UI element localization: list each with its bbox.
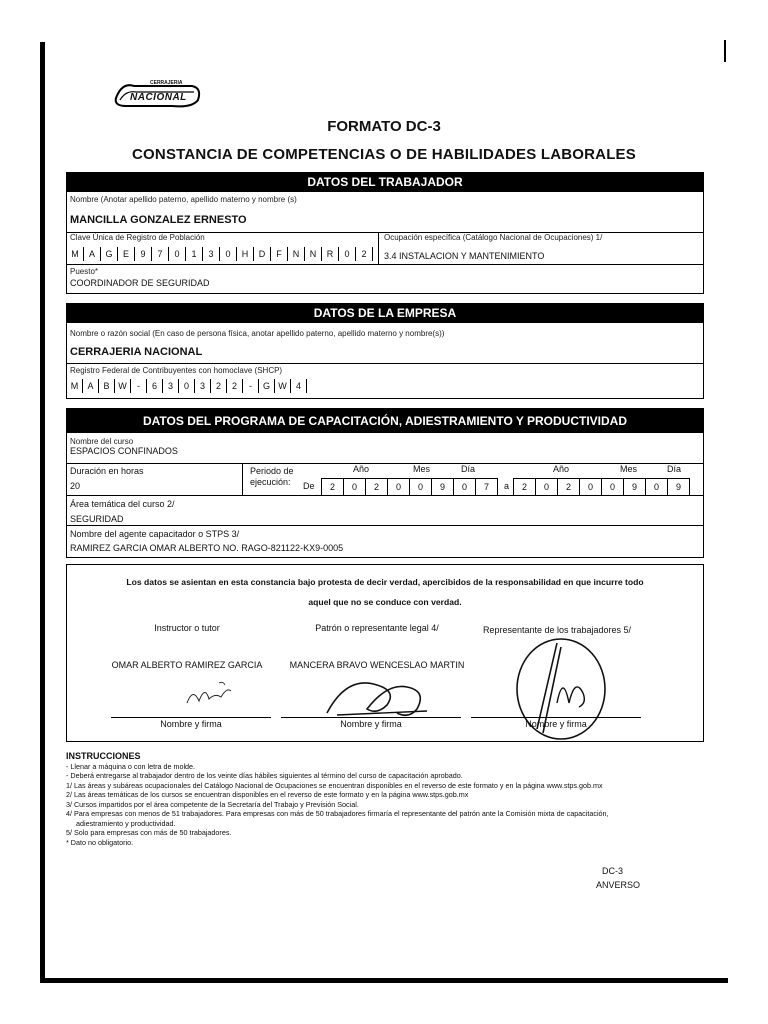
fecha-fin-cells [513, 478, 690, 495]
instrucciones [66, 752, 666, 847]
instr-item: - Deberá entregarse al trabajador dentro de los veinte días hábiles siguientes al término del curso de capacitación aprobado. [66, 771, 463, 780]
firmas-box [66, 564, 704, 742]
curp-cell: 0 [169, 247, 186, 261]
anio-label-inicio: Año [353, 464, 370, 474]
patron-sign-line [281, 717, 461, 718]
agente-value: RAMIREZ GARCIA OMAR ALBERTO NO. RAGO-821122-KX9-0005 [70, 543, 344, 553]
periodo-label-2: ejecución: [250, 477, 291, 487]
fecha-fin-cell: 9 [668, 479, 690, 495]
fecha-inicio-cell: 9 [432, 479, 454, 495]
curp-cell: G [101, 247, 118, 261]
instructor-nombre: OMAR ALBERTO RAMIREZ GARCIA [111, 660, 263, 670]
curp-cell: 0 [220, 247, 237, 261]
fecha-fin-cell: 9 [624, 479, 646, 495]
mes-label-fin: Mes [620, 464, 638, 474]
instr-item: 5/ Solo para empresas con más de 50 trabajadores. [66, 828, 232, 837]
form-subtitle: CONSTANCIA DE COMPETENCIAS O DE HABILIDADES LABORALES [132, 146, 636, 163]
puesto-label: Puesto* [70, 267, 99, 276]
ocupacion-label: Ocupación específica (Catálogo Nacional de Ocupaciones) 1/ [384, 233, 603, 242]
instr-item: - Llenar a máquina o con letra de molde. [66, 761, 196, 771]
instructor-sign-line [111, 717, 271, 718]
representante-nombre-firma: Nombre y firma [525, 719, 587, 729]
fecha-inicio-cell: 7 [476, 479, 498, 495]
curp-cell: 0 [339, 247, 356, 261]
instr-item: * Dato no obligatorio. [66, 837, 134, 847]
instrucciones-title: INSTRUCCIONES [66, 751, 141, 761]
patron-nombre: MANCERA BRAVO WENCESLAO MARTIN [289, 660, 465, 670]
duracion-periodo-row [67, 463, 703, 495]
fecha-fin-cell: 0 [536, 479, 558, 495]
curp-cell: M [67, 247, 84, 261]
instructor-label: Instructor o tutor [154, 623, 220, 633]
rfc-cell: 4 [291, 379, 307, 393]
rfc-row [67, 363, 703, 398]
puesto-value: COORDINADOR DE SEGURIDAD [70, 278, 210, 288]
curp-cell: 3 [203, 247, 220, 261]
curp-cell: D [254, 247, 271, 261]
instructor-nombre-firma: Nombre y firma [160, 719, 222, 729]
rfc-cell: 0 [179, 379, 195, 393]
section-header-empresa: DATOS DE LA EMPRESA [67, 304, 703, 323]
rfc-cell: 3 [195, 379, 211, 393]
rfc-cell: 2 [227, 379, 243, 393]
section-header-programa: DATOS DEL PROGRAMA DE CAPACITACIÓN, ADIESTRAMIENTO Y PRODUCTIVIDAD [67, 409, 703, 433]
fecha-fin-cell: 2 [514, 479, 536, 495]
agente-label: Nombre del agente capacitador o STPS 3/ [70, 529, 240, 539]
curp-cells [67, 247, 378, 261]
curp-cell: H [237, 247, 254, 261]
footer-side: ANVERSO [596, 880, 641, 890]
nombre-trabajador-value: MANCILLA GONZALEZ ERNESTO [70, 214, 247, 226]
curp-cell: 1 [186, 247, 203, 261]
curp-label: Clave Única de Registro de Población [70, 233, 205, 242]
rfc-cell: 6 [147, 379, 163, 393]
logo-text-main: NACIONAL [130, 92, 187, 103]
instr-item: 1/ Las áreas y subáreas ocupacionales del Catálogo Nacional de Ocupaciones se encuentran disponibles en el reverso de este formato y en la página www.stps.gob.mx [66, 780, 603, 790]
representante-sign-line [471, 717, 641, 718]
rfc-cell: - [131, 379, 147, 393]
puesto-row [67, 264, 703, 293]
fecha-fin-cell: 0 [580, 479, 602, 495]
instr-item: adiestramiento y productividad. [66, 818, 176, 828]
periodo-label [247, 466, 307, 488]
rfc-cell: A [83, 379, 99, 393]
section-empresa [66, 303, 704, 399]
section-header-trabajador: DATOS DEL TRABAJADOR [67, 173, 703, 192]
mes-label-inicio: Mes [413, 464, 431, 474]
fecha-inicio-cell: 2 [322, 479, 344, 495]
ocupacion-field [381, 233, 701, 264]
rfc-label: Registro Federal de Contribuyentes con homoclave (SHCP) [70, 366, 283, 375]
rfc-cell: 2 [211, 379, 227, 393]
section-programa [66, 408, 704, 558]
fecha-inicio-cell: 0 [344, 479, 366, 495]
duracion-label: Duración en horas [70, 466, 144, 476]
curp-cell: R [322, 247, 339, 261]
curso-row [67, 433, 703, 463]
curp-cell: E [118, 247, 135, 261]
agente-row [67, 525, 703, 557]
area-value: SEGURIDAD [70, 514, 124, 524]
curp-field [67, 233, 379, 264]
curp-cell: F [271, 247, 288, 261]
declaracion-line-1: Los datos se asientan en esta constancia bajo protesta de decir verdad, apercibidos de la responsabilidad en que incurre todo [126, 577, 644, 587]
instr-item: 4/ Para empresas con menos de 51 trabajadores. Para empresas con más de 50 trabajadores firmaría el representante del patrón ante la Comisión mixta de capacitación, [66, 809, 609, 818]
razon-social-row [67, 323, 703, 363]
fecha-fin-cell: 0 [646, 479, 668, 495]
curp-cell: 9 [135, 247, 152, 261]
instructor-signature [179, 673, 239, 713]
rfc-cell: M [67, 379, 83, 393]
footer-code: DC-3 [602, 866, 624, 876]
area-label: Área temática del curso 2/ [70, 499, 175, 509]
duracion-field [67, 464, 243, 495]
fecha-fin-cell: 2 [558, 479, 580, 495]
fecha-inicio-cell: 0 [388, 479, 410, 495]
curp-ocupacion-row [67, 232, 703, 264]
scan-edge-bottom [40, 978, 728, 983]
nombre-trabajador-row [67, 192, 703, 232]
curp-cell: N [288, 247, 305, 261]
de-label: De [303, 481, 315, 491]
fecha-inicio-cell: 2 [366, 479, 388, 495]
curp-cell: N [305, 247, 322, 261]
logo-text-top: CERRAJERIA [150, 80, 183, 86]
periodo-label-1: Periodo de [250, 466, 294, 476]
rfc-cell: 3 [163, 379, 179, 393]
area-row [67, 495, 703, 525]
dia-label-inicio: Día [461, 464, 476, 474]
form-title: FORMATO DC-3 [327, 118, 441, 135]
patron-label: Patrón o representante legal 4/ [315, 623, 439, 633]
rfc-cells [67, 379, 703, 393]
curp-cell: A [84, 247, 101, 261]
curp-cell: 2 [356, 247, 373, 261]
company-logo [112, 76, 204, 110]
dia-label-fin: Día [667, 464, 682, 474]
fecha-fin-cell: 0 [602, 479, 624, 495]
declaracion-line-2: aquel que no se conduce con verdad. [308, 597, 462, 607]
anio-label-fin: Año [553, 464, 570, 474]
instr-item: 2/ Las áreas temáticas de los cursos se encuentran disponibles en el reverso de este formato y en la página www.stps.gob.mx [66, 790, 469, 799]
rfc-cell: - [243, 379, 259, 393]
rfc-cell: G [259, 379, 275, 393]
curp-cell: 7 [152, 247, 169, 261]
curso-label: Nombre del curso [70, 437, 134, 446]
instr-item: 3/ Cursos impartidos por el área competente de la Secretaría del Trabajo y Previsión Social. [66, 799, 359, 809]
a-label: a [504, 481, 510, 491]
ocupacion-value: 3.4 INSTALACION Y MANTENIMIENTO [384, 251, 545, 261]
razon-social-value: CERRAJERIA NACIONAL [70, 346, 203, 358]
nombre-trabajador-label: Nombre (Anotar apellido paterno, apellido materno y nombre (s) [70, 195, 297, 204]
rfc-cell: W [275, 379, 291, 393]
patron-nombre-firma: Nombre y firma [340, 719, 402, 729]
rfc-cell: W [115, 379, 131, 393]
representante-label: Representante de los trabajadores 5/ [482, 625, 632, 635]
fecha-inicio-cells [321, 478, 498, 495]
scan-edge-left [40, 42, 45, 982]
fecha-inicio-cell: 0 [454, 479, 476, 495]
section-trabajador [66, 172, 704, 294]
scan-edge-right [724, 40, 726, 62]
rfc-cell: B [99, 379, 115, 393]
patron-signature [317, 665, 437, 725]
razon-social-label: Nombre o razón social (En caso de persona física, anotar apellido paterno, apellido materno y nombre(s)) [70, 329, 445, 338]
duracion-value: 20 [70, 481, 81, 491]
curso-value: ESPACIOS CONFINADOS [70, 446, 178, 456]
fecha-inicio-cell: 0 [410, 479, 432, 495]
